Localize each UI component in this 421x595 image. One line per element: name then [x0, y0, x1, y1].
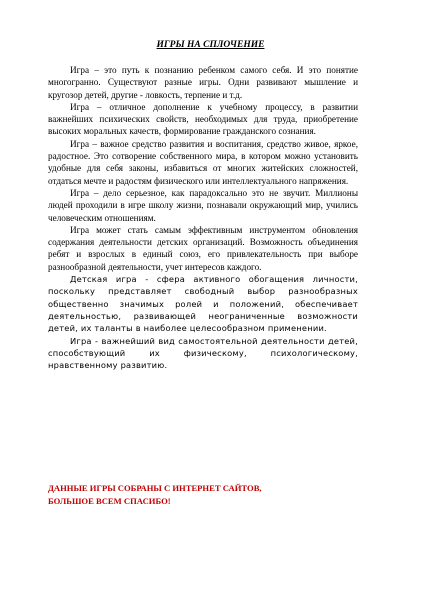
footer-line-1: ДАННЫЕ ИГРЫ СОБРАНЫ С ИНТЕРНЕТ САЙТОВ,	[48, 483, 262, 493]
footer-line-2: БОЛЬШОЕ ВСЕМ СПАСИБО!	[48, 496, 171, 506]
document-body	[48, 64, 358, 371]
paragraph-6: Детская игра - сфера активного обогащения личности, поскольку представляет свободный выбор разнообразных общественно значимых ролей и положений, обеспечивает деятельностью, развивающей неограниченные возможности детей, их таланты в наиболее целесообразном применении.	[48, 274, 358, 334]
paragraph-3: Игра – важное средство развития и воспитания, средство живое, яркое, радостное. Это сотворение собственного мира, в котором можно установить удобные для себя законы, избавиться от многих житейских сложностей, отдаться мечте и радостям физического или интеллектуального напряжения.	[48, 138, 358, 186]
footer-note	[48, 482, 358, 508]
paragraph-4: Игра – дело серьезное, как парадоксально это не звучит. Миллионы людей проходили в игре школу жизни, познавали окружающий мир, учились человеческим отношениям.	[48, 187, 358, 223]
paragraph-7: Игра - важнейший вид самостоятельной деятельности детей, способствующий их физическому, психологическому, нравственному развитию.	[48, 335, 358, 371]
paragraph-1: Игра – это путь к познанию ребенком самого себя. И это понятие многогранно. Существуют разные игры. Одни развивают мышление и кругозор детей, другие - ловкость, терпение и т.д.	[48, 65, 358, 100]
paragraph-2: Игра – отличное дополнение к учебному процессу, в развитии важнейших психических свойств, необходимых для труда, приобретение высоких моральных качеств, формирование гражданского сознания.	[48, 101, 358, 137]
page-title: ИГРЫ НА СПЛОЧЕНИЕ	[156, 40, 265, 50]
paragraph-5: Игра может стать самым эффективным инструментом обновления содержания деятельности детских организаций. Возможность объединения ребят и взрослых в единый союз, его привлекательность при выборе разнообразной деятельности, учет интересов каждого.	[48, 224, 358, 272]
